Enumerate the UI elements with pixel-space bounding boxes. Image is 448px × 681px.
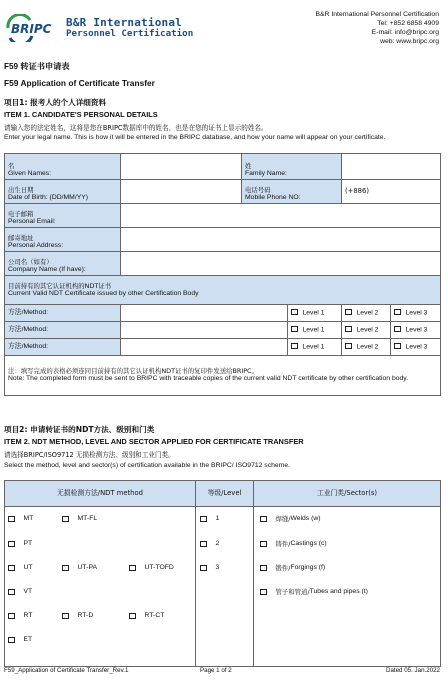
contact-email[interactable]: E-mail: info@bripc.org — [371, 28, 439, 36]
level-options — [196, 507, 254, 667]
dob-field[interactable] — [121, 180, 242, 204]
contact-info — [315, 11, 439, 47]
level2-option[interactable]: Level 2 — [342, 305, 391, 322]
section2-title-cn: 项目2: 申请转证书的NDT方法、级别和门类 — [4, 425, 155, 434]
method-rt-ct[interactable]: RT-CT — [129, 612, 164, 620]
method-label: 方法/Method: — [5, 339, 121, 356]
company-label: 公司名（如有） Company Name (If have): — [5, 252, 121, 276]
bripc-logo-icon — [4, 14, 58, 42]
level1-option[interactable]: Level 1 — [288, 322, 342, 339]
rt-checkbox[interactable] — [8, 613, 15, 620]
col-ndt-method: 无损检测方法/NDT method — [5, 481, 196, 507]
doc-title: F59 Application of Certificate Transfer — [4, 78, 155, 88]
level2-checkbox[interactable] — [345, 343, 352, 350]
contact-tel: Tel: +852 6858 4909 — [377, 19, 439, 27]
level3-option[interactable]: Level 3 — [391, 339, 441, 356]
phone-label: 电话号码 Mobile Phone NO: — [242, 180, 342, 204]
footer-page-number: Page 1 of 2 — [200, 667, 232, 674]
level2-option[interactable]: Level 2 — [342, 322, 391, 339]
level3-checkbox[interactable] — [394, 309, 401, 316]
method-level-sector-table — [4, 480, 441, 667]
note-en: Note: The completed form must be sent to BRIPC with traceable copies of the current valid NDT certificate by other certification body. — [8, 375, 409, 383]
sector-options — [254, 507, 441, 667]
sector-tubes-pipes[interactable]: 管子和管道/ Tubes and pipes (t) — [260, 588, 368, 596]
address-label: 邮寄地址 Personal Address: — [5, 228, 121, 252]
method-vt[interactable]: VT — [8, 588, 32, 596]
method-label: 方法/Method: — [5, 305, 121, 322]
castings-checkbox[interactable] — [260, 541, 267, 548]
method-et[interactable]: ET — [8, 636, 32, 644]
level-1-checkbox[interactable] — [200, 516, 207, 523]
transfer-note — [5, 356, 441, 396]
email-label: 电子邮箱 Personal Email: — [5, 204, 121, 228]
level1-checkbox[interactable] — [291, 309, 298, 316]
method-mt[interactable]: MT — [8, 515, 33, 523]
page-header — [0, 0, 448, 52]
mt-checkbox[interactable] — [8, 516, 15, 523]
tubes-pipes-checkbox[interactable] — [260, 589, 267, 596]
mt-fl-checkbox[interactable] — [62, 516, 69, 523]
col-level: 等级/Level — [196, 481, 254, 507]
footer-date: Dated 05. Jan.2022 — [385, 667, 440, 674]
section1-instruction-en: Enter your legal name. This is how it will be entered in the BRIPC database, and how your name will appear on your certificate. — [4, 134, 386, 141]
brand-line-2: Personnel Certification — [66, 27, 194, 39]
col-sector: 工业门类/Sector(s) — [254, 481, 441, 507]
method-field-1[interactable] — [121, 305, 288, 322]
method-pt[interactable]: PT — [8, 540, 32, 548]
sector-welds[interactable]: 焊缝/ Welds (w) — [260, 515, 321, 523]
footer-doc-ref: F59_Application of Certificate Transfer_Rev.1 — [4, 667, 129, 674]
level2-checkbox[interactable] — [345, 309, 352, 316]
method-options — [5, 507, 196, 667]
method-mt-fl[interactable]: MT-FL — [62, 515, 97, 523]
forgings-checkbox[interactable] — [260, 565, 267, 572]
doc-code: F59 转证书申请表 — [4, 62, 70, 71]
et-checkbox[interactable] — [8, 637, 15, 644]
given-name-field[interactable] — [121, 154, 242, 180]
method-rt-d[interactable]: RT-D — [62, 612, 93, 620]
email-field[interactable] — [121, 204, 441, 228]
welds-checkbox[interactable] — [260, 516, 267, 523]
level1-checkbox[interactable] — [291, 343, 298, 350]
company-field[interactable] — [121, 252, 441, 276]
ut-checkbox[interactable] — [8, 565, 15, 572]
address-field[interactable] — [121, 228, 441, 252]
ut-tofd-checkbox[interactable] — [129, 565, 136, 572]
phone-field[interactable] — [342, 180, 441, 204]
current-ndt-header: 目前持有的其它认证机构的NDT证书 Current Valid NDT Certificate issued by other Certification Body — [5, 276, 441, 305]
level1-checkbox[interactable] — [291, 326, 298, 333]
phone-prefix: (+886) — [345, 186, 369, 195]
vt-checkbox[interactable] — [8, 589, 15, 596]
pt-checkbox[interactable] — [8, 541, 15, 548]
method-label: 方法/Method: — [5, 322, 121, 339]
level1-option[interactable]: Level 1 — [288, 305, 342, 322]
personal-details-table — [4, 153, 441, 396]
contact-web[interactable]: web: www.bripc.org — [380, 37, 439, 45]
sector-castings[interactable]: 铸件/ Castings (c) — [260, 540, 327, 548]
family-name-label: 姓 Family Name: — [242, 154, 342, 180]
method-ut[interactable]: UT — [8, 564, 33, 572]
sector-forgings[interactable]: 锻件/ Forgings (f) — [260, 564, 325, 572]
given-name-label: 名 Given Names: — [5, 154, 121, 180]
level-3-checkbox[interactable] — [200, 565, 207, 572]
method-ut-pa[interactable]: UT-PA — [62, 564, 97, 572]
section1-title-en: ITEM 1. CANDIDATE'S PERSONAL DETAILS — [4, 110, 158, 119]
method-rt[interactable]: RT — [8, 612, 32, 620]
rt-ct-checkbox[interactable] — [129, 613, 136, 620]
method-ut-tofd[interactable]: UT-TOFD — [129, 564, 174, 572]
note-cn: 注：填写完成的表格必须连同目前持有的其它认证机构NDT证书的复印件发送给BRIPC。 — [8, 367, 258, 376]
brand-name — [66, 17, 193, 38]
dob-label: 出生日期 Date of Birth: (DD/MM/YY) — [5, 180, 121, 204]
section2-title-en: ITEM 2. NDT METHOD, LEVEL AND SECTOR APPLIED FOR CERTIFICATE TRANSFER — [4, 437, 304, 446]
level3-checkbox[interactable] — [394, 343, 401, 350]
level-2-checkbox[interactable] — [200, 541, 207, 548]
level2-option[interactable]: Level 2 — [342, 339, 391, 356]
level-3-option[interactable]: 3 — [200, 564, 219, 572]
svg-text:BRIPC: BRIPC — [11, 22, 52, 36]
contact-org: B&R International Personnel Certification — [315, 11, 439, 18]
level1-option[interactable]: Level 1 — [288, 339, 342, 356]
brand-line-1: B&R International — [66, 16, 182, 30]
company-logo — [4, 14, 193, 42]
family-name-field[interactable] — [342, 154, 441, 180]
method-field-2[interactable] — [121, 322, 288, 339]
ut-pa-checkbox[interactable] — [62, 565, 69, 572]
method-field-3[interactable] — [121, 339, 288, 356]
level2-checkbox[interactable] — [345, 326, 352, 333]
section2-instruction-cn: 请选择BRIPC/ISO9712 无损检测方法、级别和工业门类。 — [4, 451, 175, 459]
level-2-option[interactable]: 2 — [200, 540, 219, 548]
level-1-option[interactable]: 1 — [200, 515, 219, 523]
section2-instruction-en: Select the method, level and sector(s) of certification available in the BRIPC/ ISO9712 scheme. — [4, 462, 290, 469]
level3-option[interactable]: Level 3 — [391, 305, 441, 322]
rt-d-checkbox[interactable] — [62, 613, 69, 620]
section1-instruction-cn: 请输入您的法定姓名，这将是您在BRIPC数据库中的姓名，也是在您的证书上显示的姓名。 — [4, 124, 268, 132]
section1-title-cn: 项目1: 报考人的个人详细资料 — [4, 98, 107, 107]
level3-option[interactable]: Level 3 — [391, 322, 441, 339]
level3-checkbox[interactable] — [394, 326, 401, 333]
